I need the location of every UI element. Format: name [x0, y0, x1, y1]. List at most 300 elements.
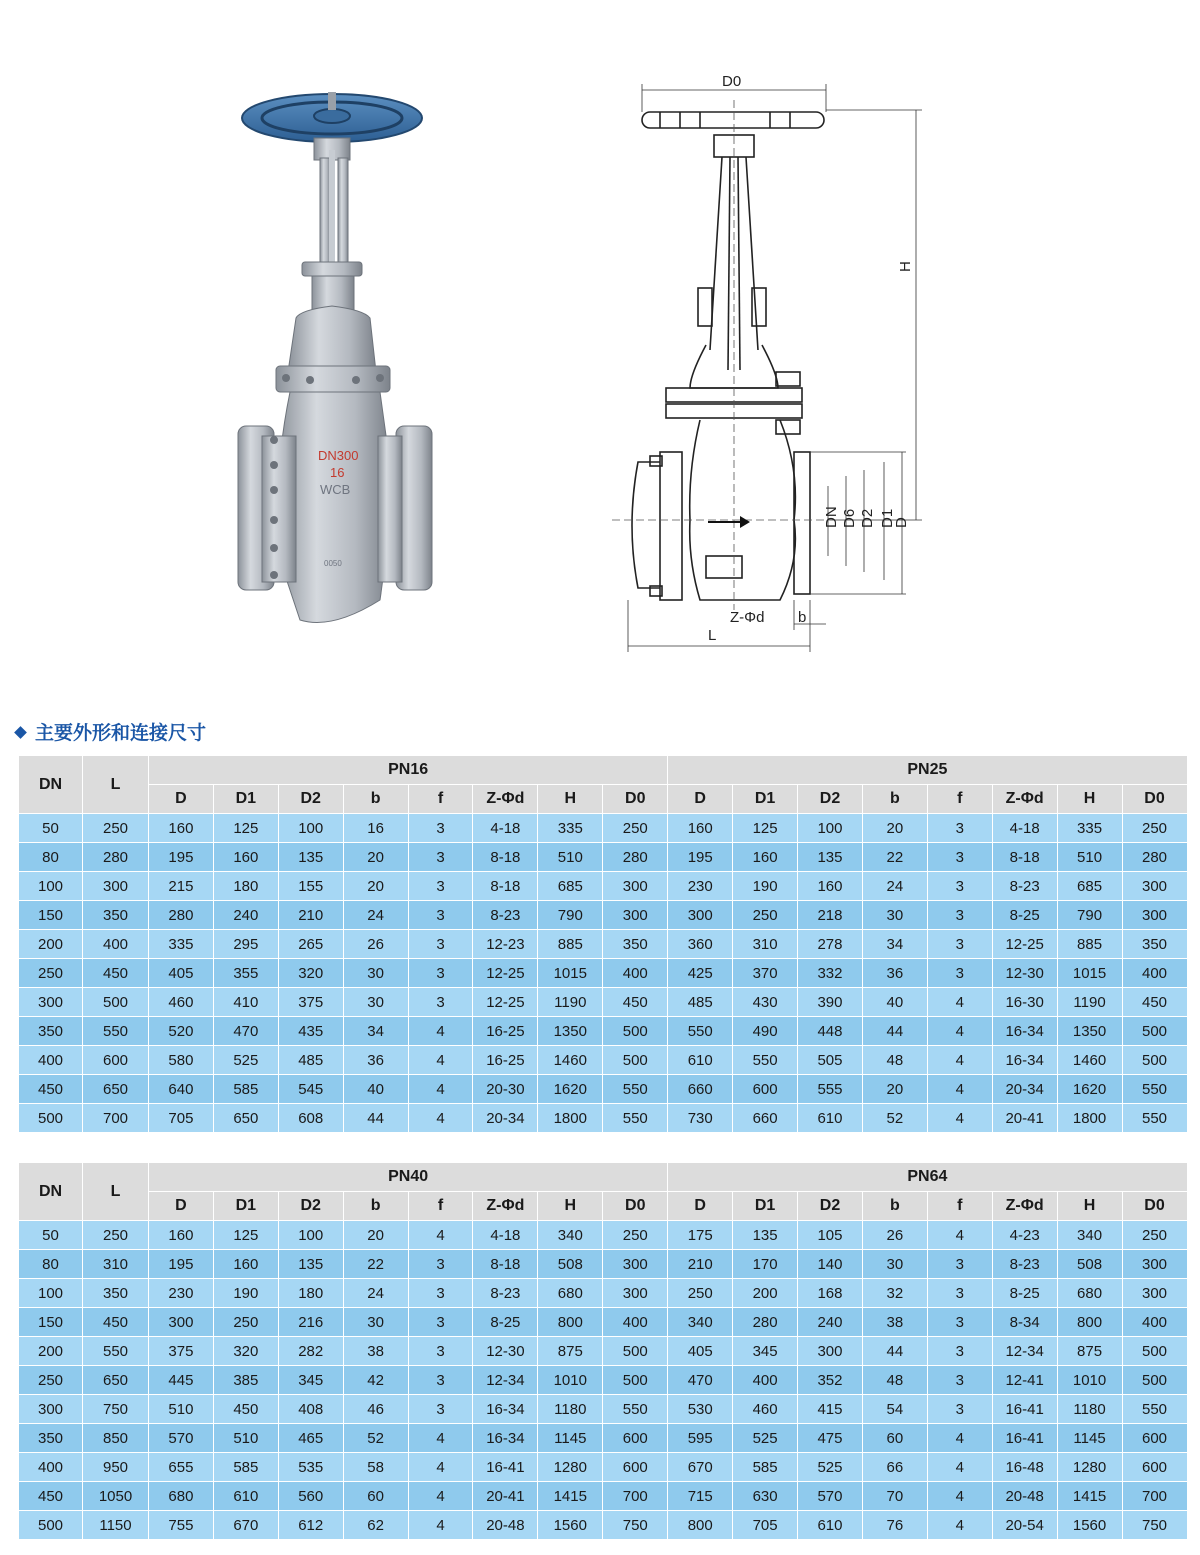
table-cell: 550	[603, 1395, 668, 1424]
table-cell: 405	[668, 1337, 733, 1366]
table-cell: 16-41	[992, 1424, 1057, 1453]
header-column: b	[862, 1192, 927, 1221]
table-cell: 20	[343, 843, 408, 872]
table-cell: 485	[278, 1046, 343, 1075]
table-cell: 885	[538, 930, 603, 959]
table-cell: 360	[668, 930, 733, 959]
cell-dn: 450	[19, 1482, 83, 1511]
table-cell: 12-34	[473, 1366, 538, 1395]
table-cell: 3	[408, 930, 473, 959]
table-cell: 1800	[1057, 1104, 1122, 1133]
table-cell: 22	[343, 1250, 408, 1279]
table-cell: 705	[149, 1104, 214, 1133]
table-cell: 240	[213, 901, 278, 930]
table-cell: 750	[1122, 1511, 1187, 1540]
table-cell: 1620	[1057, 1075, 1122, 1104]
table-cell: 1350	[1057, 1017, 1122, 1046]
table-cell: 510	[1057, 843, 1122, 872]
table-cell: 4	[927, 1017, 992, 1046]
table-cell: 3	[927, 901, 992, 930]
table-cell: 3	[927, 930, 992, 959]
table-cell: 62	[343, 1511, 408, 1540]
table-cell: 8-23	[473, 1279, 538, 1308]
table-cell: 16-41	[992, 1395, 1057, 1424]
cell-dn: 400	[19, 1453, 83, 1482]
header-group: PN25	[668, 756, 1187, 785]
table-header-row-groups	[19, 756, 1188, 785]
table-cell: 26	[343, 930, 408, 959]
table-cell: 850	[83, 1424, 149, 1453]
table-cell: 3	[927, 1395, 992, 1424]
table-cell: 240	[798, 1308, 863, 1337]
table-row	[19, 1017, 1188, 1046]
photo-marking-material: WCB	[320, 482, 351, 497]
table-row	[19, 1424, 1188, 1453]
table-cell: 30	[343, 1308, 408, 1337]
photo-small-mark: 0050	[324, 559, 342, 568]
table-cell: 550	[83, 1017, 149, 1046]
cell-dn: 100	[19, 1279, 83, 1308]
table-cell: 875	[1057, 1337, 1122, 1366]
table-cell: 600	[83, 1046, 149, 1075]
table-cell: 1180	[1057, 1395, 1122, 1424]
table-cell: 3	[408, 1279, 473, 1308]
table-cell: 24	[343, 901, 408, 930]
table-cell: 140	[798, 1250, 863, 1279]
table-cell: 160	[733, 843, 798, 872]
table-cell: 500	[603, 1366, 668, 1395]
table-cell: 42	[343, 1366, 408, 1395]
table-cell: 4	[927, 1482, 992, 1511]
table-row	[19, 1075, 1188, 1104]
table-cell: 3	[408, 901, 473, 930]
table-cell: 750	[83, 1395, 149, 1424]
table-cell: 500	[603, 1046, 668, 1075]
table-cell: 4	[408, 1482, 473, 1511]
table-cell: 12-34	[992, 1337, 1057, 1366]
table-cell: 8-23	[992, 1250, 1057, 1279]
table-cell: 4	[927, 988, 992, 1017]
cell-dn: 400	[19, 1046, 83, 1075]
header-dn: DN	[19, 756, 83, 814]
table-cell: 24	[862, 872, 927, 901]
table-cell: 4	[927, 1104, 992, 1133]
table-row	[19, 1482, 1188, 1511]
table-cell: 280	[733, 1308, 798, 1337]
table-cell: 36	[862, 959, 927, 988]
table-cell: 465	[278, 1424, 343, 1453]
table-cell: 4	[408, 1511, 473, 1540]
table-cell: 1145	[538, 1424, 603, 1453]
table-cell: 600	[603, 1453, 668, 1482]
table-cell: 4	[408, 1453, 473, 1482]
label-d1: D1	[879, 508, 896, 528]
table-cell: 16-41	[473, 1453, 538, 1482]
table-cell: 650	[213, 1104, 278, 1133]
table-cell: 1190	[538, 988, 603, 1017]
table-cell: 3	[927, 1337, 992, 1366]
table-cell: 408	[278, 1395, 343, 1424]
table-cell: 340	[538, 1221, 603, 1250]
table-row	[19, 1308, 1188, 1337]
label-d0: D0	[722, 73, 742, 90]
table-cell: 350	[83, 1279, 149, 1308]
table-cell: 280	[149, 901, 214, 930]
table-cell: 350	[603, 930, 668, 959]
cell-dn: 100	[19, 872, 83, 901]
table-cell: 450	[603, 988, 668, 1017]
table-cell: 600	[1122, 1453, 1187, 1482]
table-cell: 335	[1057, 814, 1122, 843]
table-cell: 300	[798, 1337, 863, 1366]
header-column: D2	[278, 1192, 343, 1221]
table-cell: 640	[149, 1075, 214, 1104]
table-cell: 610	[798, 1104, 863, 1133]
table-cell: 550	[1122, 1075, 1187, 1104]
table-cell: 16-34	[473, 1395, 538, 1424]
header-column: H	[538, 785, 603, 814]
cell-dn: 150	[19, 1308, 83, 1337]
table-cell: 190	[213, 1279, 278, 1308]
table-row	[19, 901, 1188, 930]
table-cell: 550	[1122, 1395, 1187, 1424]
table-cell: 450	[213, 1395, 278, 1424]
table-cell: 250	[213, 1308, 278, 1337]
table-cell: 12-41	[992, 1366, 1057, 1395]
header-column: D	[149, 785, 214, 814]
table-row	[19, 1453, 1188, 1482]
table-cell: 20	[862, 1075, 927, 1104]
header-column: D1	[733, 1192, 798, 1221]
table-cell: 135	[798, 843, 863, 872]
table-cell: 1190	[1057, 988, 1122, 1017]
table-cell: 875	[538, 1337, 603, 1366]
table-cell: 8-25	[473, 1308, 538, 1337]
table-cell: 550	[603, 1075, 668, 1104]
table-cell: 210	[278, 901, 343, 930]
table-cell: 190	[733, 872, 798, 901]
table-cell: 30	[343, 959, 408, 988]
table-cell: 8-18	[473, 843, 538, 872]
table-cell: 508	[1057, 1250, 1122, 1279]
header-column: b	[343, 785, 408, 814]
header-dn: DN	[19, 1163, 83, 1221]
table-cell: 160	[798, 872, 863, 901]
table-cell: 3	[408, 814, 473, 843]
table-cell: 400	[603, 959, 668, 988]
table-cell: 280	[1122, 843, 1187, 872]
table-cell: 375	[278, 988, 343, 1017]
table-cell: 510	[538, 843, 603, 872]
table-cell: 1460	[1057, 1046, 1122, 1075]
table-cell: 595	[668, 1424, 733, 1453]
table-cell: 445	[149, 1366, 214, 1395]
cell-dn: 500	[19, 1104, 83, 1133]
table-cell: 30	[343, 988, 408, 1017]
table-cell: 250	[83, 814, 149, 843]
table-cell: 335	[538, 814, 603, 843]
table-cell: 12-23	[473, 930, 538, 959]
table-cell: 52	[343, 1424, 408, 1453]
table-cell: 550	[83, 1337, 149, 1366]
table-cell: 16	[343, 814, 408, 843]
table-header-row-columns	[19, 785, 1188, 814]
header-group: PN16	[149, 756, 668, 785]
table-cell: 20	[343, 1221, 408, 1250]
table-cell: 1280	[1057, 1453, 1122, 1482]
table-cell: 4	[408, 1104, 473, 1133]
cell-dn: 50	[19, 814, 83, 843]
header-column: b	[862, 785, 927, 814]
table-cell: 250	[668, 1279, 733, 1308]
table-cell: 560	[278, 1482, 343, 1511]
header-l: L	[83, 756, 149, 814]
header-column: D	[668, 785, 733, 814]
table-cell: 410	[213, 988, 278, 1017]
table-cell: 295	[213, 930, 278, 959]
table-cell: 385	[213, 1366, 278, 1395]
cell-dn: 450	[19, 1075, 83, 1104]
table-cell: 510	[213, 1424, 278, 1453]
header-column: Z-Φd	[992, 1192, 1057, 1221]
table-cell: 685	[538, 872, 603, 901]
table-cell: 500	[1122, 1337, 1187, 1366]
table-cell: 100	[278, 814, 343, 843]
table-cell: 60	[862, 1424, 927, 1453]
label-d6: D6	[841, 508, 858, 528]
table-cell: 505	[798, 1046, 863, 1075]
table-cell: 508	[538, 1250, 603, 1279]
table-cell: 195	[149, 843, 214, 872]
table-row	[19, 1279, 1188, 1308]
table-cell: 1050	[83, 1482, 149, 1511]
table-cell: 660	[668, 1075, 733, 1104]
table-cell: 218	[798, 901, 863, 930]
table-cell: 20	[862, 814, 927, 843]
table-cell: 70	[862, 1482, 927, 1511]
table-cell: 460	[149, 988, 214, 1017]
table-cell: 300	[149, 1308, 214, 1337]
header-column: D0	[603, 785, 668, 814]
table-cell: 460	[733, 1395, 798, 1424]
table-cell: 280	[83, 843, 149, 872]
dimension-table-pn40-pn64	[18, 1162, 1188, 1540]
table-cell: 1280	[538, 1453, 603, 1482]
table-cell: 3	[927, 843, 992, 872]
table-cell: 44	[862, 1337, 927, 1366]
table-cell: 30	[862, 901, 927, 930]
table-cell: 12-30	[473, 1337, 538, 1366]
table-cell: 16-34	[473, 1424, 538, 1453]
table-cell: 4	[927, 1221, 992, 1250]
header-column: f	[408, 1192, 473, 1221]
table-cell: 3	[927, 872, 992, 901]
table-cell: 135	[733, 1221, 798, 1250]
table-row	[19, 988, 1188, 1017]
table-cell: 600	[1122, 1424, 1187, 1453]
table-cell: 280	[603, 843, 668, 872]
label-d2: D2	[859, 508, 876, 528]
table-cell: 16-34	[992, 1046, 1057, 1075]
table-cell: 600	[733, 1075, 798, 1104]
cell-dn: 350	[19, 1017, 83, 1046]
table-cell: 500	[83, 988, 149, 1017]
table-cell: 500	[603, 1017, 668, 1046]
table-cell: 435	[278, 1017, 343, 1046]
table-cell: 20-34	[473, 1104, 538, 1133]
table-cell: 470	[668, 1366, 733, 1395]
table-cell: 800	[1057, 1308, 1122, 1337]
table-cell: 58	[343, 1453, 408, 1482]
table-cell: 300	[1122, 1279, 1187, 1308]
table-cell: 250	[603, 1221, 668, 1250]
table-cell: 170	[733, 1250, 798, 1279]
table-cell: 3	[927, 1366, 992, 1395]
table-cell: 3	[408, 959, 473, 988]
table-cell: 530	[668, 1395, 733, 1424]
table-cell: 20-48	[473, 1511, 538, 1540]
table-cell: 1010	[1057, 1366, 1122, 1395]
header-column: D	[668, 1192, 733, 1221]
header-column: D1	[733, 785, 798, 814]
table-cell: 4	[408, 1046, 473, 1075]
table-cell: 300	[1122, 872, 1187, 901]
table-cell: 400	[733, 1366, 798, 1395]
table-cell: 715	[668, 1482, 733, 1511]
table-cell: 450	[1122, 988, 1187, 1017]
table-cell: 250	[1122, 1221, 1187, 1250]
table-cell: 370	[733, 959, 798, 988]
header-l: L	[83, 1163, 149, 1221]
table-cell: 155	[278, 872, 343, 901]
table-cell: 230	[668, 872, 733, 901]
table-cell: 300	[603, 901, 668, 930]
header-column: Z-Φd	[473, 1192, 538, 1221]
label-l: L	[708, 627, 717, 644]
label-b: b	[798, 609, 807, 626]
table-cell: 36	[343, 1046, 408, 1075]
table-cell: 730	[668, 1104, 733, 1133]
table-cell: 425	[668, 959, 733, 988]
table-cell: 60	[343, 1482, 408, 1511]
table-cell: 405	[149, 959, 214, 988]
table-cell: 210	[668, 1250, 733, 1279]
table-cell: 612	[278, 1511, 343, 1540]
table-cell: 105	[798, 1221, 863, 1250]
table-row	[19, 843, 1188, 872]
table-cell: 3	[408, 988, 473, 1017]
table-cell: 125	[213, 1221, 278, 1250]
label-z: Z-Φd	[730, 609, 765, 626]
cell-dn: 80	[19, 843, 83, 872]
table-cell: 20-30	[473, 1075, 538, 1104]
table-cell: 3	[927, 1279, 992, 1308]
table-cell: 38	[862, 1308, 927, 1337]
table-cell: 20-48	[992, 1482, 1057, 1511]
table-cell: 550	[733, 1046, 798, 1075]
table-cell: 12-25	[473, 959, 538, 988]
label-dn: DN	[823, 506, 840, 528]
table-cell: 4	[927, 1424, 992, 1453]
table-cell: 585	[213, 1453, 278, 1482]
table-cell: 1560	[1057, 1511, 1122, 1540]
table-cell: 332	[798, 959, 863, 988]
table-cell: 352	[798, 1366, 863, 1395]
table-row	[19, 1046, 1188, 1075]
table-cell: 1180	[538, 1395, 603, 1424]
table-row	[19, 1104, 1188, 1133]
table-cell: 510	[149, 1395, 214, 1424]
table-cell: 320	[213, 1337, 278, 1366]
drawing-labels	[708, 73, 914, 644]
header-column: f	[927, 1192, 992, 1221]
table-cell: 345	[278, 1366, 343, 1395]
section-title-text: 主要外形和连接尺寸	[35, 722, 207, 744]
cell-dn: 200	[19, 1337, 83, 1366]
table-cell: 52	[862, 1104, 927, 1133]
cell-dn: 300	[19, 988, 83, 1017]
header-column: D0	[1122, 1192, 1187, 1221]
table-cell: 3	[927, 814, 992, 843]
table-cell: 250	[83, 1221, 149, 1250]
table-cell: 12-30	[992, 959, 1057, 988]
table-cell: 685	[1057, 872, 1122, 901]
header-column: D2	[798, 1192, 863, 1221]
table-cell: 400	[603, 1308, 668, 1337]
table-cell: 3	[927, 959, 992, 988]
table-cell: 3	[927, 1250, 992, 1279]
table-cell: 475	[798, 1424, 863, 1453]
table-cell: 26	[862, 1221, 927, 1250]
table-cell: 448	[798, 1017, 863, 1046]
table-cell: 1560	[538, 1511, 603, 1540]
table-cell: 545	[278, 1075, 343, 1104]
table-cell: 1010	[538, 1366, 603, 1395]
table-cell: 168	[798, 1279, 863, 1308]
table-cell: 160	[149, 814, 214, 843]
table-cell: 4	[408, 1221, 473, 1250]
header-column: Z-Φd	[473, 785, 538, 814]
table-cell: 750	[603, 1511, 668, 1540]
cell-dn: 80	[19, 1250, 83, 1279]
table-cell: 400	[1122, 959, 1187, 988]
table-cell: 125	[733, 814, 798, 843]
table-cell: 30	[862, 1250, 927, 1279]
table-cell: 100	[278, 1221, 343, 1250]
diamond-bullet-icon	[14, 726, 27, 739]
table-cell: 570	[149, 1424, 214, 1453]
table-cell: 160	[149, 1221, 214, 1250]
table-cell: 670	[668, 1453, 733, 1482]
table-cell: 800	[538, 1308, 603, 1337]
table-cell: 175	[668, 1221, 733, 1250]
label-h: H	[897, 261, 914, 272]
table-cell: 550	[1122, 1104, 1187, 1133]
table-cell: 1145	[1057, 1424, 1122, 1453]
header-column: D	[149, 1192, 214, 1221]
table-cell: 34	[862, 930, 927, 959]
table-row	[19, 1250, 1188, 1279]
table-cell: 3	[408, 1366, 473, 1395]
cell-dn: 500	[19, 1511, 83, 1540]
table-cell: 48	[862, 1046, 927, 1075]
cell-dn: 250	[19, 1366, 83, 1395]
table-cell: 195	[668, 843, 733, 872]
table-cell: 20-41	[992, 1104, 1057, 1133]
table-cell: 125	[213, 814, 278, 843]
table-cell: 20-54	[992, 1511, 1057, 1540]
table-cell: 16-48	[992, 1453, 1057, 1482]
